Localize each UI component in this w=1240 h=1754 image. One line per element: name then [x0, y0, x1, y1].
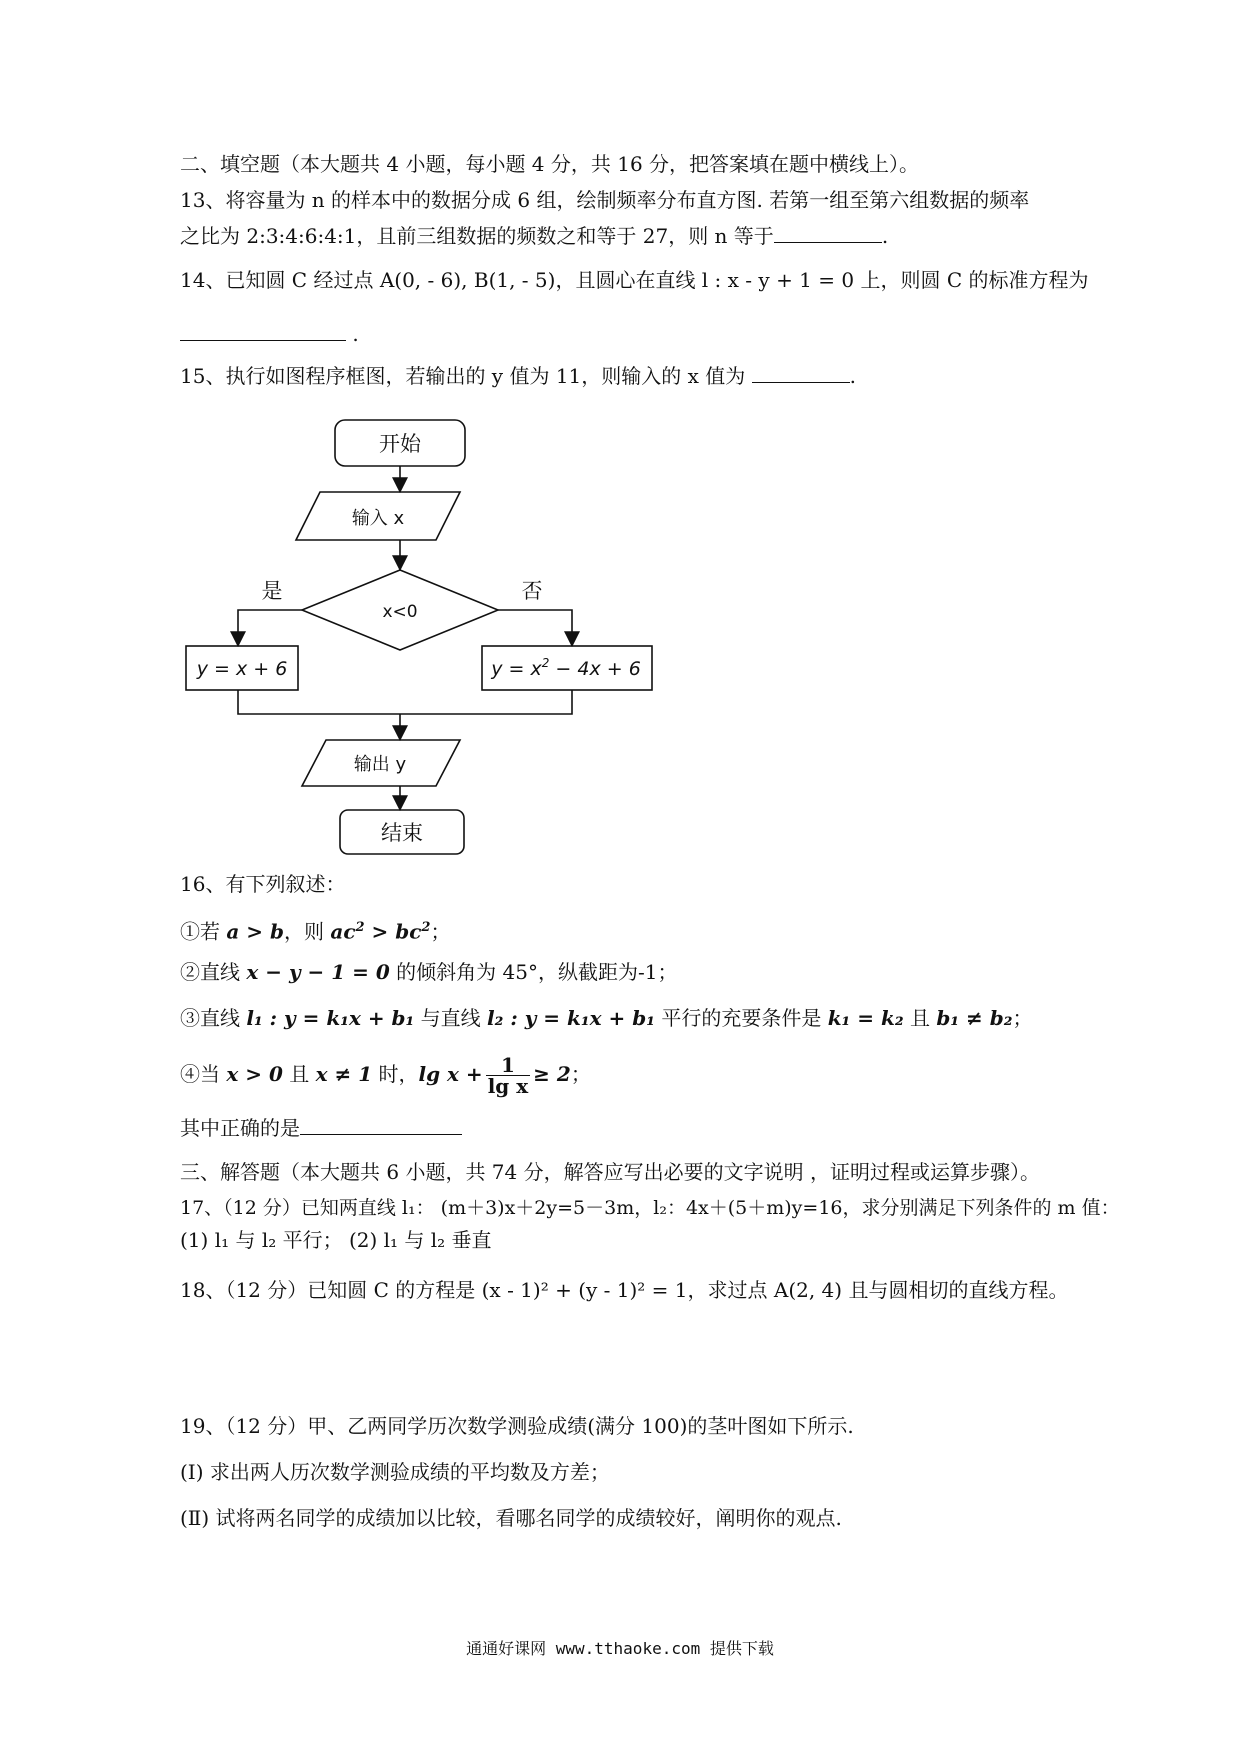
answer-blank-16[interactable]: [300, 1114, 462, 1135]
answer-blank-14[interactable]: [180, 320, 346, 341]
answer-blank-13[interactable]: [774, 222, 882, 243]
s2-prefix: ②直线: [180, 960, 247, 984]
question-16-intro: 16、有下列叙述：: [180, 872, 346, 896]
statement-2: [180, 958, 1080, 986]
question-15-end: .: [849, 364, 856, 388]
output-label: 输出 y: [353, 754, 407, 775]
s3-line-1: l₁ : y = k₁x + b₁: [246, 1006, 415, 1030]
no-label: 否: [521, 579, 543, 603]
no-process-label: $y = x^2 - 4x + 6$: [491, 656, 641, 680]
question-13-text: 之比为 2:3:4:6:4:1，且前三组数据的频数之和等于 27，则 n 等于: [180, 224, 774, 248]
end-label: 结束: [381, 821, 423, 845]
question-13-line-2: [180, 222, 1080, 250]
start-label: 开始: [379, 432, 421, 456]
s2-equation: x − y − 1 = 0: [246, 960, 390, 984]
s4-fraction: [486, 1055, 530, 1096]
question-17-line-1: 17、（12 分）已知两直线 l₁： (m＋3)x＋2y=5－3m，l₂：4x＋(5＋m)y=16，求分别满足下列条件的 m 值：: [180, 1197, 1120, 1219]
s1-condition: a > b: [226, 919, 284, 944]
s3-mid: 与直线: [414, 1006, 488, 1030]
section-2-header: 二、填空题（本大题共 4 小题，每小题 4 分，共 16 分，把答案填在题中横线上）。: [180, 152, 920, 176]
s3-condition-1: k₁ = k₂: [827, 1006, 904, 1030]
question-19-part-1: (Ⅰ) 求出两人历次数学测验成绩的平均数及方差；: [180, 1460, 610, 1484]
question-14-answer-line: [180, 320, 1080, 348]
answer-blank-15[interactable]: [752, 362, 850, 383]
question-15-text: 15、执行如图程序框图，若输出的 y 值为 11，则输入的 x 值为: [180, 364, 746, 388]
question-13-end: .: [881, 224, 889, 248]
s3-mid-2: 平行的充要条件是: [654, 1006, 828, 1030]
program-flowchart: [180, 412, 680, 858]
s3-line-2: l₂ : y = k₁x + b₁: [487, 1006, 655, 1030]
s3-prefix: ③直线: [180, 1006, 247, 1030]
input-label: 输入 x: [351, 508, 405, 529]
s4-mid: 时，: [372, 1062, 419, 1086]
question-15-line: [180, 362, 1080, 390]
question-16-answer-label: 其中正确的是: [180, 1116, 300, 1140]
statement-4: [180, 1052, 1080, 1096]
s4-condition-2: x ≠ 1: [315, 1062, 373, 1086]
question-18-text: 18、（12 分）已知圆 C 的方程是 (x - 1)² + (y - 1)² = 1，求过点 A(2, 4) 且与圆相切的直线方程。: [180, 1278, 1069, 1302]
s4-numerator: 1: [486, 1055, 530, 1076]
yes-process-label: y = x + 6: [196, 658, 288, 680]
s1-lhs: ac: [330, 919, 356, 944]
question-14-text: 14、已知圆 C 经过点 A(0, - 6), B(1, - 5)，且圆心在直线 l : x - y + 1 = 0 上，则圆 C 的标准方程为: [180, 268, 1089, 292]
s4-end: ；: [570, 1062, 591, 1086]
s2-suffix: 的倾斜角为 45°，纵截距为-1；: [389, 960, 678, 984]
s4-lg: lg x +: [418, 1062, 483, 1086]
question-19-line-1: 19、（12 分）甲、乙两同学历次数学测验成绩(满分 100)的茎叶图如下所示.: [180, 1414, 854, 1438]
s4-prefix: ④当: [180, 1062, 227, 1086]
s4-and: 且: [282, 1062, 316, 1086]
question-14-end: .: [352, 322, 359, 346]
question-16-answer-line: [180, 1114, 1080, 1142]
footer-source-credit: 通通好课网 www.tthaoke.com 提供下载: [466, 1639, 774, 1658]
s4-condition-1: x > 0: [226, 1062, 283, 1086]
s1-prefix: ①若: [180, 919, 227, 944]
condition-label: x<0: [382, 602, 418, 622]
s4-inequality: ≥ 2: [533, 1062, 571, 1086]
question-13-line-1: 13、将容量为 n 的样本中的数据分成 6 组，绘制频率分布直方图. 若第一组至第六组数据的频率: [180, 188, 1030, 212]
s1-exp-2: 2: [421, 920, 431, 935]
s3-condition-2: b₁ ≠ b₂: [936, 1006, 1013, 1030]
s1-end: ；: [430, 919, 451, 944]
s1-rhs: > bc: [364, 919, 422, 944]
s1-exp-1: 2: [355, 920, 365, 935]
s3-end: ；: [1012, 1006, 1033, 1030]
question-19-part-2: (Ⅱ) 试将两名同学的成绩加以比较，看哪名同学的成绩较好，阐明你的观点.: [180, 1506, 842, 1530]
section-3-header: 三、解答题（本大题共 6 小题，共 74 分，解答应写出必要的文字说明 ，证明过程或运算步骤）。: [180, 1160, 1040, 1184]
statement-1: [180, 914, 1080, 946]
yes-label: 是: [261, 579, 283, 603]
s1-mid: ，则: [284, 919, 331, 944]
question-17-line-2: (1) l₁ 与 l₂ 平行； (2) l₁ 与 l₂ 垂直: [180, 1228, 492, 1252]
statement-3: [180, 1004, 1080, 1032]
s3-and: 且: [903, 1006, 937, 1030]
s4-denominator: lg x: [487, 1074, 529, 1098]
